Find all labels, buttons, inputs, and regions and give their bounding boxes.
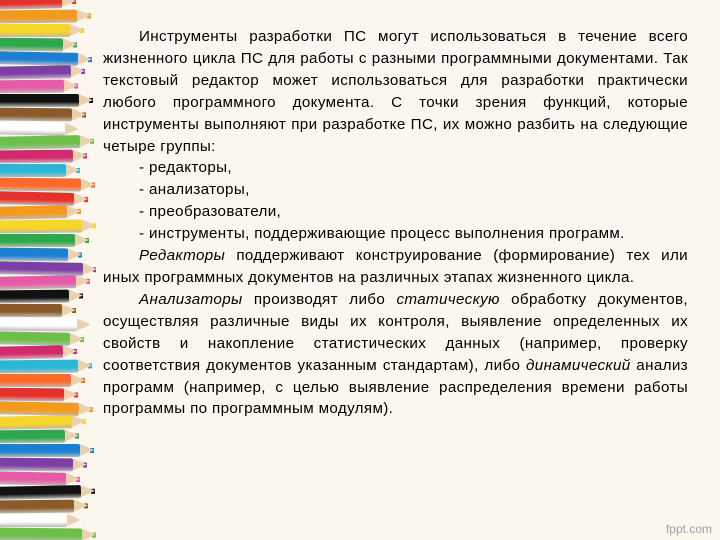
- pencil-icon: [0, 38, 63, 52]
- pencil-icon: [0, 10, 77, 24]
- pencil-icon: [0, 318, 77, 332]
- pencil-icon: [0, 205, 67, 220]
- pencil-icon: [0, 444, 80, 457]
- pencil-icon: [0, 121, 65, 136]
- pencil-icon: [0, 500, 74, 514]
- editors-paragraph: [103, 245, 688, 289]
- pencil-icon: [0, 0, 62, 10]
- editors-text: поддерживают конструирование (формирование) тех или иных программных документов на различных этапах жизненного цикла.: [103, 247, 688, 286]
- pencil-icon: [0, 261, 83, 276]
- list-item: - инструменты, поддерживающие процесс выполнения программ.: [139, 225, 625, 243]
- pencil-icon: [0, 178, 81, 192]
- slide-text: [103, 26, 688, 420]
- pencil-icon: [0, 485, 81, 500]
- pencil-icon: [0, 374, 71, 387]
- pencil-icon: [0, 65, 71, 80]
- analyzers-paragraph: [103, 289, 688, 420]
- pencil-icon: [0, 290, 69, 304]
- watermark: fppt.com: [665, 522, 712, 536]
- static-term: статическую: [396, 290, 500, 308]
- pencil-icon: [0, 94, 79, 107]
- list-item: - анализаторы,: [139, 181, 250, 199]
- analyzers-text-2: обработку документов, осуществляя различные виды их контроля, выявление определенных их свойств и накопление статистических данных (например, проверку соответствия документов указанным стандартам), либо: [103, 290, 688, 374]
- pencil-icon: [0, 471, 66, 486]
- pencil-icon: [0, 360, 78, 374]
- pencil-icon: [0, 150, 73, 164]
- pencil-icon: [0, 248, 68, 262]
- pencil-icon: [0, 191, 74, 206]
- pencil-icon: [0, 108, 72, 122]
- pencil-icon: [0, 24, 70, 37]
- pencil-icon: [0, 458, 73, 472]
- analyzers-text-1: производят либо: [242, 290, 397, 308]
- intro-paragraph: Инструменты разработки ПС могут использоваться в течение всего жизненного цикла ПС для работы с разными программными документами. Так текстовый редактор может использоваться для разработки практически любого программного документа. С точки зрения функций, которые инструменты выполняют при разработке ПС, их можно разбить на следующие четыре группы:: [103, 28, 688, 155]
- analyzers-text-3: анализ программ (например, с целью выявление распределения времени работы программы по программным модулям).: [103, 356, 688, 418]
- pencil-icon: [0, 51, 78, 66]
- pencil-icon: [0, 514, 67, 527]
- editors-term: Редакторы: [139, 247, 226, 265]
- pencil-icon: [0, 401, 79, 416]
- pencil-icon: [0, 164, 66, 177]
- dynamic-term: динамический: [526, 356, 631, 374]
- pencil-icon: [0, 275, 76, 290]
- pencil-icon: [0, 415, 72, 430]
- pencil-icon: [0, 220, 82, 234]
- list-item: - редакторы,: [139, 159, 232, 177]
- pencil-icon: [0, 430, 65, 444]
- pencil-icon: [0, 331, 70, 346]
- pencil-icon: [0, 304, 62, 317]
- pencil-icon: [0, 388, 64, 402]
- pencil-icon: [0, 528, 82, 540]
- pencil-icon: [0, 80, 64, 94]
- pencil-icon: [0, 234, 75, 247]
- pencil-icon: [0, 135, 80, 150]
- analyzers-term: Анализаторы: [139, 290, 243, 308]
- pencil-decoration: [0, 0, 96, 540]
- pencil-icon: [0, 345, 63, 359]
- list-item: - преобразователи,: [139, 203, 282, 221]
